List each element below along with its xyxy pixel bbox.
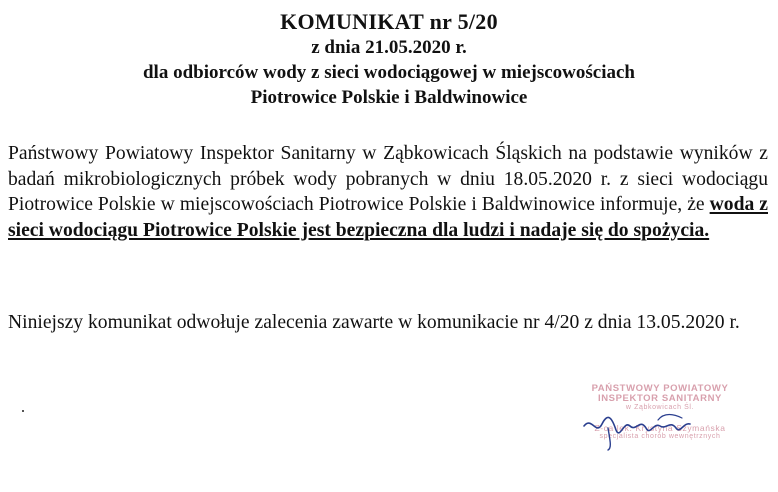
stamp-line-inspector: INSPEKTOR SANITARNY bbox=[597, 393, 722, 404]
announcement-places: Piotrowice Polskie i Baldwinowice bbox=[250, 87, 528, 108]
stamp-line-city: w Ząbkowicach Śl. bbox=[625, 404, 695, 411]
handwritten-signature bbox=[578, 406, 718, 452]
stray-dot bbox=[22, 410, 24, 412]
main-paragraph-emphasis: woda z sieci wodociągu Piotrowice Polskie jest bezpieczna dla ludzi i nadaje się do spożycia. bbox=[8, 194, 768, 241]
revocation-paragraph: Niniejszy komunikat odwołuje zalecenia zawarte w komunikacie nr 4/20 z dnia 13.05.2020 r. bbox=[8, 312, 740, 333]
signature-stroke bbox=[584, 417, 690, 432]
stamp-line-specialty: specjalista chorób wewnętrznych bbox=[599, 433, 721, 440]
signature-tail bbox=[608, 428, 610, 450]
signature-flourish bbox=[658, 415, 682, 421]
announcement-date: z dnia 21.05.2020 r. bbox=[311, 37, 467, 58]
main-paragraph-text: Państwowy Powiatowy Inspektor Sanitarny w Ząbkowicach Śląskich na podstawie wyników z badań mikrobiologicznych próbek wody pobranych w dniu 18.05.2020 r. z sieci wodociągu Piotrowice Polskie w miejscowościach Piotrowice Polskie i Baldwinowice informuje, że bbox=[8, 143, 768, 215]
announcement-recipients: dla odbiorców wody z sieci wodociągowej w miejscowościach bbox=[142, 62, 635, 83]
stamp-line-office: PAŃSTWOWY POWIATOWY bbox=[591, 383, 729, 394]
announcement-title: KOMUNIKAT nr 5/20 bbox=[280, 9, 498, 34]
official-stamp bbox=[560, 384, 760, 474]
stamp-line-signatory: Z-ca lek. Krystyna Szymańska bbox=[594, 423, 726, 433]
main-paragraph bbox=[8, 141, 768, 243]
announcement-header bbox=[0, 8, 778, 110]
